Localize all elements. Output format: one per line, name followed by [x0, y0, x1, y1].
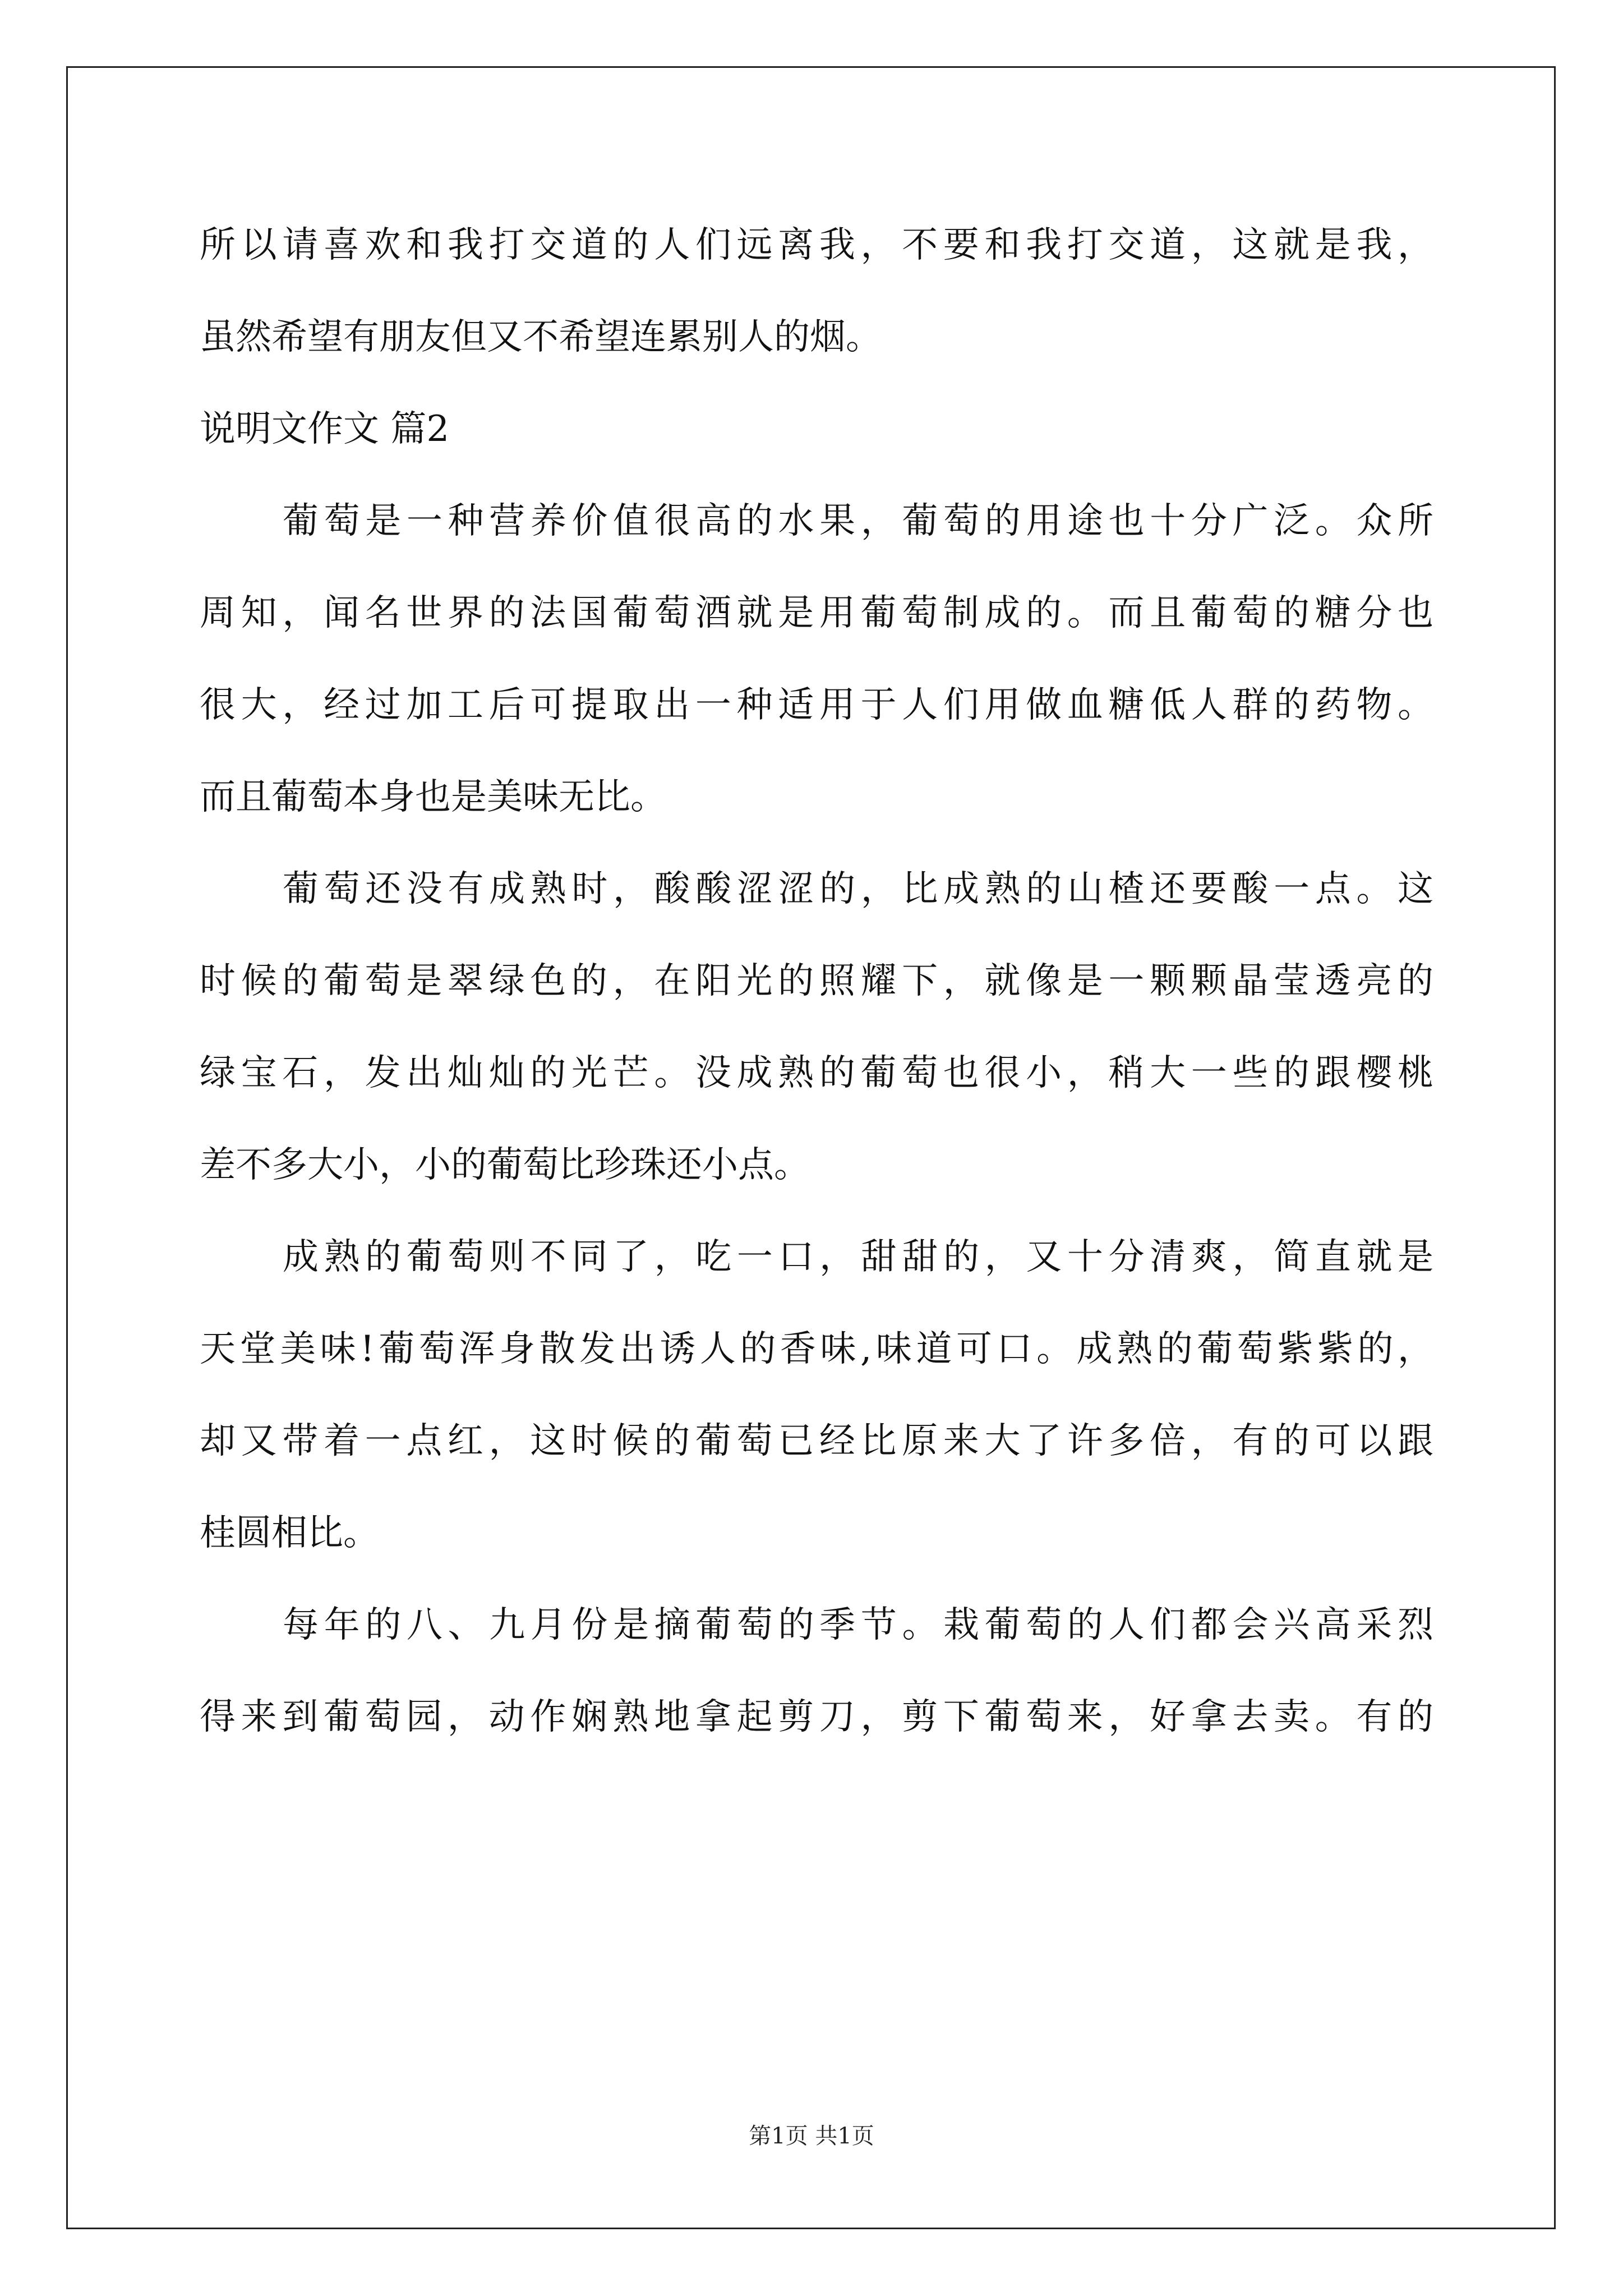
text-line-7: 而且葡萄本身也是美味无比。: [200, 776, 666, 818]
text-line-6: 很大，经过加工后可提取出一种适用于人们用做血糖低人群的药物。: [200, 684, 1433, 726]
text-line-4: 葡萄是一种营养价值很高的水果，葡萄的用途也十分广泛。众所: [283, 500, 1433, 542]
text-line-9: 时候的葡萄是翠绿色的，在阳光的照耀下，就像是一颗颗晶莹透亮的: [200, 960, 1433, 1002]
text-line-11: 差不多大小，小的葡萄比珍珠还小点。: [200, 1144, 810, 1186]
text-line-16: 每年的八、九月份是摘葡萄的季节。栽葡萄的人们都会兴高采烈: [283, 1604, 1433, 1646]
text-line-2: 虽然希望有朋友但又不希望连累别人的烟。: [200, 316, 882, 358]
text-line-10: 绿宝石，发出灿灿的光芒。没成熟的葡萄也很小，稍大一些的跟樱桃: [200, 1052, 1433, 1094]
document-body: [200, 199, 1433, 1763]
text-line-14: 却又带着一点红，这时候的葡萄已经比原来大了许多倍，有的可以跟: [200, 1420, 1433, 1462]
text-line-8: 葡萄还没有成熟时，酸酸涩涩的，比成熟的山楂还要酸一点。这: [283, 868, 1433, 910]
section-heading: 说明文作文 篇2: [200, 408, 450, 450]
text-line-13: 天堂美味!葡萄浑身散发出诱人的香味,味道可口。成熟的葡萄紫紫的，: [200, 1328, 1433, 1370]
text-line-5: 周知，闻名世界的法国葡萄酒就是用葡萄制成的。而且葡萄的糖分也: [200, 592, 1433, 634]
text-line-1: 所以请喜欢和我打交道的人们远离我，不要和我打交道，这就是我，: [200, 224, 1433, 266]
page-footer: 第1页 共1页: [749, 2123, 874, 2149]
text-line-15: 桂圆相比。: [200, 1512, 379, 1554]
text-line-12: 成熟的葡萄则不同了，吃一口，甜甜的，又十分清爽，简直就是: [283, 1236, 1433, 1278]
text-line-17: 得来到葡萄园，动作娴熟地拿起剪刀，剪下葡萄来，好拿去卖。有的: [200, 1696, 1433, 1738]
